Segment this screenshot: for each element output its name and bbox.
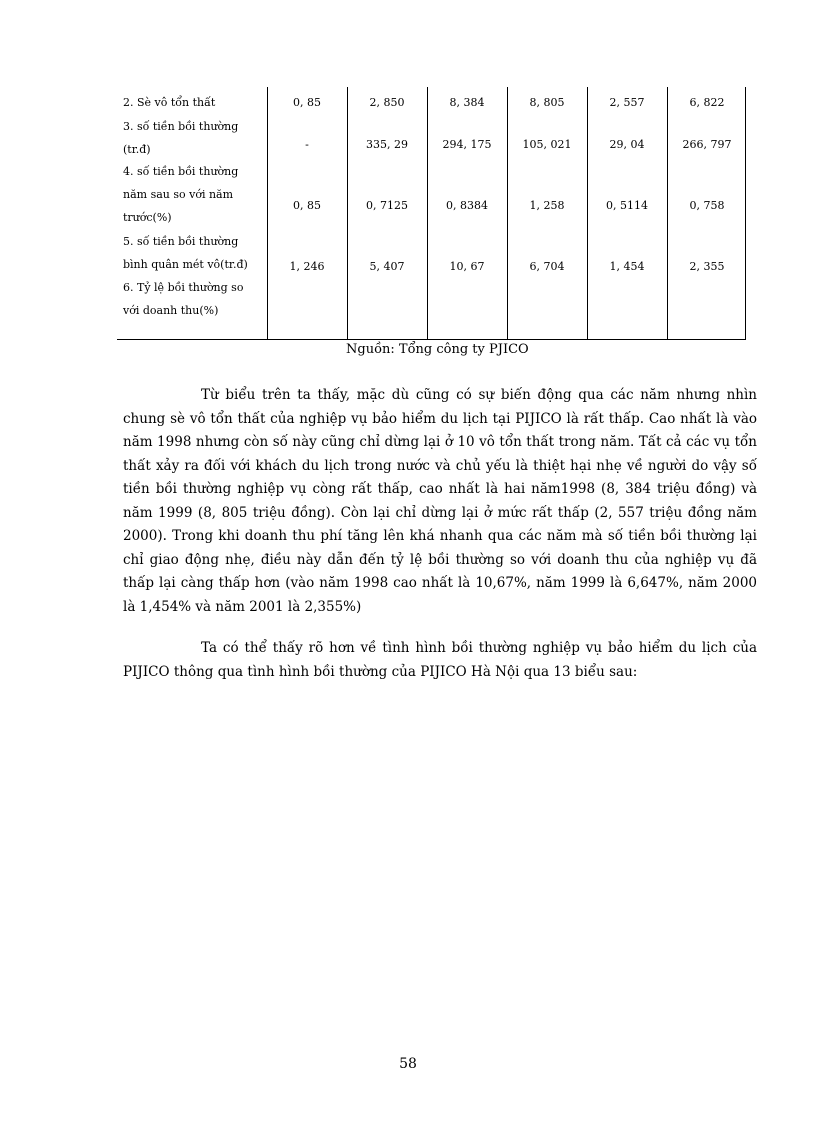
table-column-divider [507,87,508,340]
table-cell: 1, 454 [609,260,645,273]
row-label: 4. số tiền bồi thường [123,165,239,178]
table-cell: 266, 797 [682,138,732,151]
row-label: năm sau so với năm [123,188,234,201]
table-source-note: Nguồn: Tổng công ty PJICO [346,342,529,357]
row-label: trước(%) [123,211,172,224]
table-column-divider [267,87,268,340]
row-label: 2. Sè vô tổn thất [123,96,216,109]
claims-table [117,87,746,340]
row-label: bình quân mét vô(tr.đ) [123,258,248,271]
table-cell: 0, 85 [293,199,321,212]
page-number: 58 [399,1056,417,1072]
row-label: 5. số tiền bồi thường [123,235,239,248]
table-cell: 8, 805 [529,96,565,109]
table-cell: 2, 850 [369,96,405,109]
table-cell: 335, 29 [366,138,408,151]
table-cell: 294, 175 [442,138,492,151]
table-cell: 105, 021 [522,138,572,151]
table-cell: 6, 822 [689,96,725,109]
paragraph: Ta có thể thấy rõ hơn về tình hình bồi thường nghiệp vụ bảo hiểm du lịch của PIJICO thông qua tình hình bồi thường của PIJICO Hà Nội qua 13 biểu sau: [123,640,757,680]
table-cell: 0, 85 [293,96,321,109]
table-cell: 0, 758 [689,199,725,212]
table-cell: 2, 557 [609,96,645,109]
table-bottom-border [117,339,746,340]
table-cell: 8, 384 [449,96,485,109]
table-cell: 5, 407 [369,260,405,273]
table-cell: 10, 67 [449,260,485,273]
table-column-divider [347,87,348,340]
paragraph: Từ biểu trên ta thấy, mặc dù cũng có sự biến động qua các năm nhưng nhìn chung sè vô tổn thất của nghiệp vụ bảo hiểm du lịch tại PIJICO là rất thấp. Cao nhất là vào năm 1998 nhưng còn số này cũng chỉ dừng lại ở 10 vô tổn thất trong năm. Tất cả các vụ tổn thất xảy ra đối với khách du lịch trong nước và chủ yếu là thiệt hại nhẹ về người do vậy số tiền bồi thường nghiệp vụ còng rất thấp, cao nhất là hai năm1998 (8, 384 triệu đồng) và năm 1999 (8, 805 triệu đồng). Còn lại chỉ dừng lại ở mức rất thấp (2, 557 triệu đồng năm 2000). Trong khi doanh thu phí tăng lên khá nhanh qua các năm mà số tiền bồi thường lại chỉ giao động nhẹ, điều này dẫn đến tỷ lệ bồi thường so với doanh thu của nghiệp vụ đã thấp lại càng thấp hơn (vào năm 1998 cao nhất là 10,67%, năm 1999 là 6,647%, năm 2000 là 1,454% và năm 2001 là 2,355%) [123,387,757,615]
row-label: (tr.đ) [123,143,151,156]
row-label: 3. số tiền bồi thường [123,120,239,133]
table-column-divider [587,87,588,340]
table-cell: 6, 704 [529,260,565,273]
table-cell: 1, 246 [289,260,325,273]
table-cell: 0, 7125 [366,199,408,212]
row-label: 6. Tỷ lệ bồi thường so [123,281,244,294]
table-cell: 0, 5114 [606,199,648,212]
table-cell: 1, 258 [529,199,565,212]
table-column-divider [427,87,428,340]
table-cell: 29, 04 [609,138,645,151]
table-column-divider [667,87,668,340]
table-column-divider [745,87,746,340]
row-label: với doanh thu(%) [123,304,219,317]
table-cell: - [305,138,309,151]
table-cell: 0, 8384 [446,199,488,212]
table-cell: 2, 355 [689,260,725,273]
